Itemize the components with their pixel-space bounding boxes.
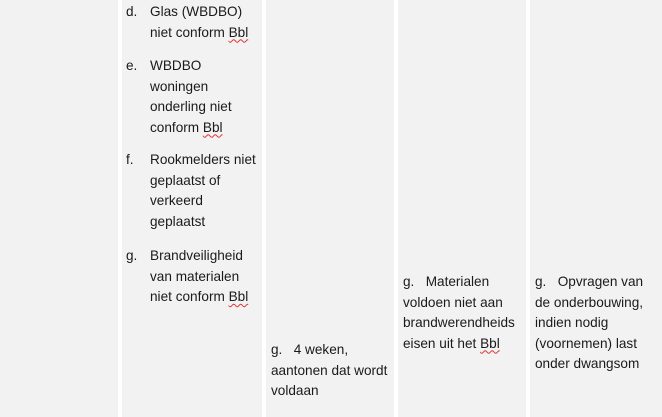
list-item <box>122 150 258 232</box>
list-text-suffix: Bbl <box>228 289 249 304</box>
cell-letter: g. <box>271 342 283 357</box>
cell-text: 4 weken, aantonen dat wordt voldaan <box>271 342 388 398</box>
list-text-suffix: Bbl <box>228 24 249 40</box>
cell-text-suffix: Bbl <box>480 335 500 351</box>
list-item <box>122 56 258 138</box>
table-column-1 <box>0 0 118 417</box>
list-text: Brandveiligheid van materialen niet conform <box>150 248 243 304</box>
list-text: WBDBO woningen onderling niet conform <box>150 58 232 135</box>
table-column-2 <box>122 0 262 417</box>
list-text: Rookmelders niet geplaatst of verkeerd geplaatst <box>150 152 256 229</box>
table-column-5 <box>530 0 662 417</box>
list-text-suffix: Bbl <box>202 119 223 135</box>
list-item <box>122 2 258 43</box>
cell-letter: g. <box>403 274 415 289</box>
list-letter: d. <box>126 4 138 19</box>
list-text: Glas (WBDBO) niet conform <box>150 4 243 40</box>
table-column-3 <box>266 0 394 417</box>
table-column-4 <box>398 0 526 417</box>
list-item <box>122 246 258 308</box>
table-cell-text <box>535 272 658 375</box>
table-cell-text <box>403 272 522 354</box>
list-letter: g. <box>126 248 138 263</box>
list-letter: f. <box>126 152 134 167</box>
cell-letter: g. <box>535 274 547 289</box>
list-letter: e. <box>126 58 138 73</box>
cell-text: Opvragen van de onderbouwing, indien nodig (voornemen) last onder dwangsom <box>535 274 644 371</box>
cell-text: Materialen voldoen niet aan brandwerendheids eisen uit het <box>403 274 515 351</box>
table-cell-text <box>271 340 390 402</box>
